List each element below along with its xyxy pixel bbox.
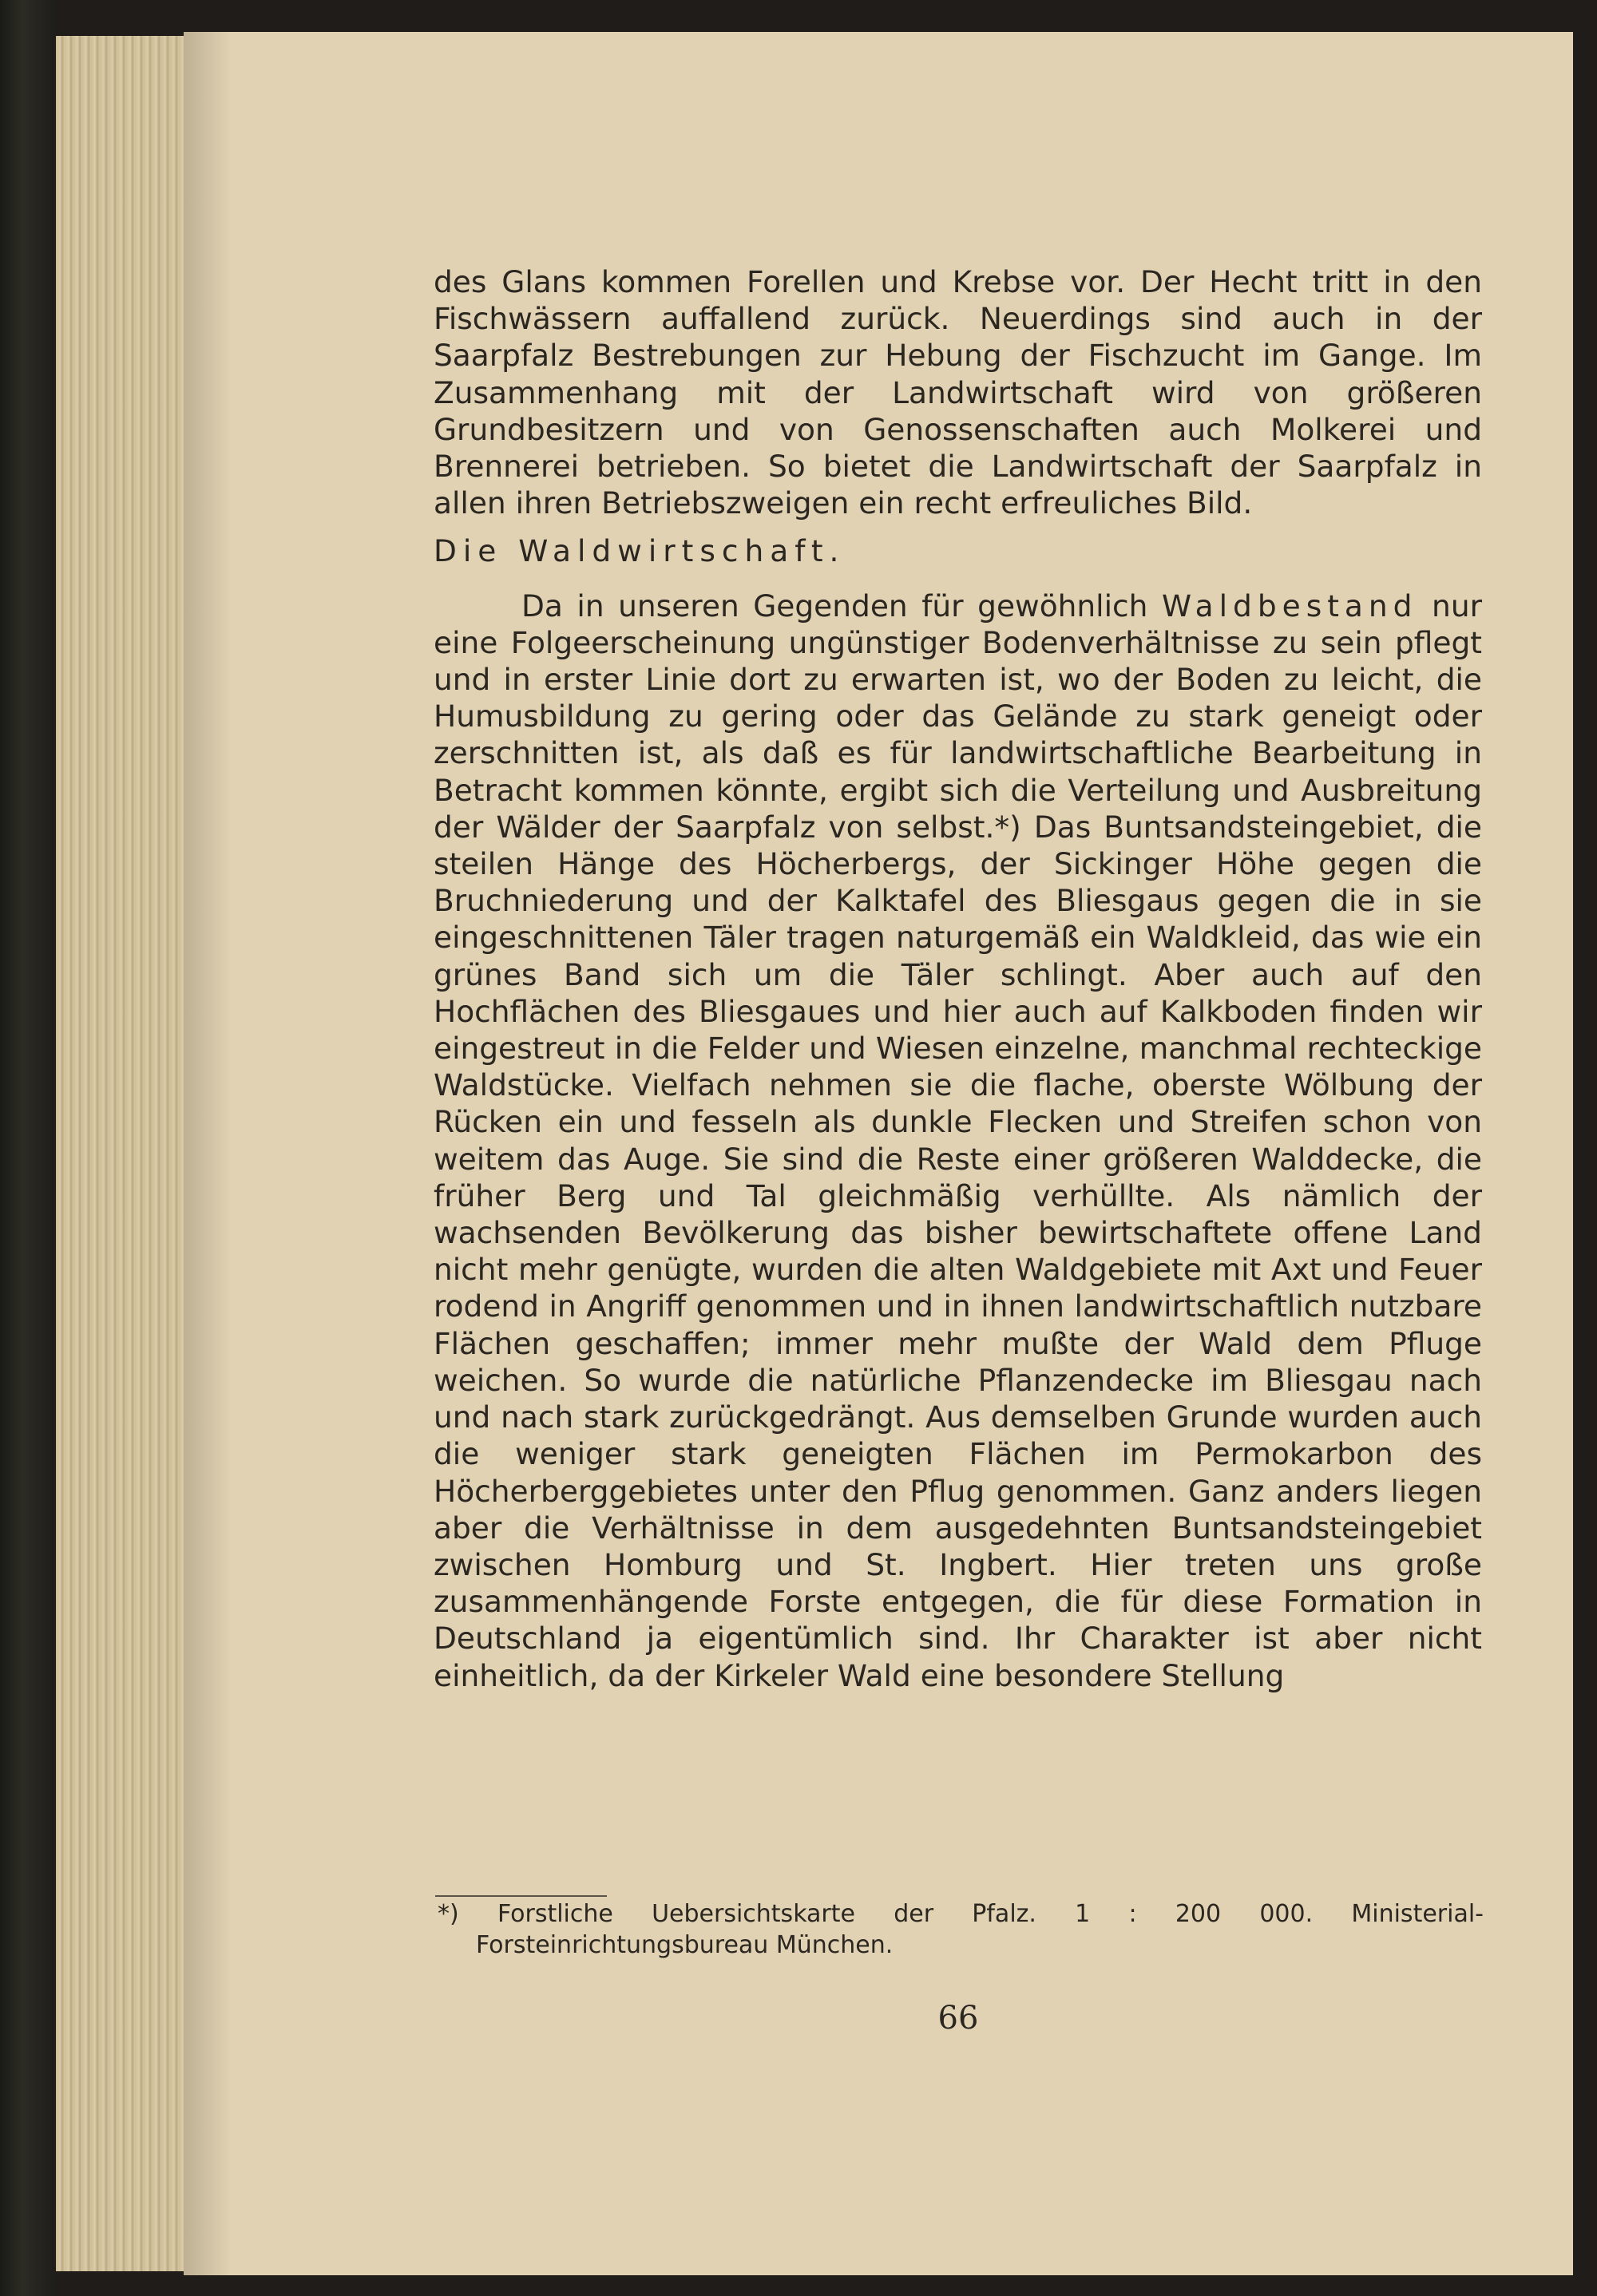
section-heading: Die Waldwirtschaft.: [434, 533, 846, 569]
paragraph-lead: Da in unseren Gegenden für gewöhnlich: [521, 588, 1148, 623]
page-edges: [56, 36, 192, 2271]
footnote-divider: [435, 1895, 607, 1897]
paragraph-body: nur eine Folgeerscheinung ungünstiger Bodenverhältnisse zu sein pflegt und in erster Linie dort zu erwarten ist, wo der Boden zu leicht, die Humusbildung zu gering oder das Gelände zu stark geneigt oder zerschnitten ist, als daß es für landwirtschaftliche Bearbeitung in Betracht kommen könnte, ergibt sich die Verteilung und Ausbreitung der Wälder der Saarpfalz von selbst.*) Das Buntsandsteingebiet, die steilen Hänge des Höcherbergs, der Sickinger Höhe gegen die Bruchniederung und der Kalktafel des Bliesgaus gegen die in sie eingeschnittenen Täler tragen naturgemäß ein Waldkleid, das wie ein grünes Band sich um die Täler schlingt. Aber auch auf den Hochflächen des Bliesgaues und hier auch auf Kalkboden finden wir eingestreut in die Felder und Wiesen einzelne, manchmal rechteckige Waldstücke. Vielfach nehmen sie die flache, oberste Wölbung der Rücken ein und fesseln als dunkle Flecken und Streifen schon von weitem das Auge. Sie sind die Reste einer größeren Walddecke, die früher Berg und Tal gleichmäßig verhüllte. Als nämlich der wachsenden Bevölkerung das bisher bewirtschaftete offene Land nicht mehr genügte, wurden die alten Waldgebiete mit Axt und Feuer rodend in Angriff genommen und in ihnen landwirtschaftlich nutzbare Flächen geschaffen; immer mehr mußte der Wald dem Pfluge weichen. So wurde die natürliche Pflanzendecke im Bliesgau nach und nach stark zurückgedrängt. Aus demselben Grunde wurden auch die weniger stark geneigten Flächen im Permokarbon des Höcherberggebietes unter den Pflug genommen. Ganz anders liegen aber die Verhältnisse in dem ausgedehnten Buntsandsteingebiet zwischen Homburg und St. Ingbert. Hier treten uns große zusammenhängende Forste entgegen, die für diese Formation in Deutschland ja eigentümlich sind. Ihr Charakter ist aber nicht einheitlich, da der Kirkeler Wald eine besondere Stellung: [434, 588, 1482, 1693]
book-spine: [0, 0, 56, 2296]
paragraph-forestry: [434, 588, 1482, 1694]
paragraph-fish-dairy: des Glans kommen Forellen und Krebse vor. Der Hecht tritt in den Fischwässern auffallend zurück. Neuerdings sind auch in der Saarpfalz Bestrebungen zur Hebung der Fischzucht im Gange. Im Zusammenhang mit der Landwirtschaft wird von größeren Grundbesitzern und von Genossenschaften auch Molkerei und Brennerei betrieben. So bietet die Landwirtschaft der Saarpfalz in allen ihren Betriebszweigen ein recht erfreuliches Bild.: [434, 264, 1482, 521]
gutter-shadow: [184, 32, 232, 2275]
emphasized-term: Waldbestand: [1161, 588, 1418, 623]
footnote: *) Forstliche Uebersichtskarte der Pfalz. 1 : 200 000. Ministerial-Forsteinrichtungsbureau München.: [438, 1900, 1484, 1959]
page-number: 66: [937, 2000, 979, 2037]
body-text: [434, 263, 1482, 1694]
